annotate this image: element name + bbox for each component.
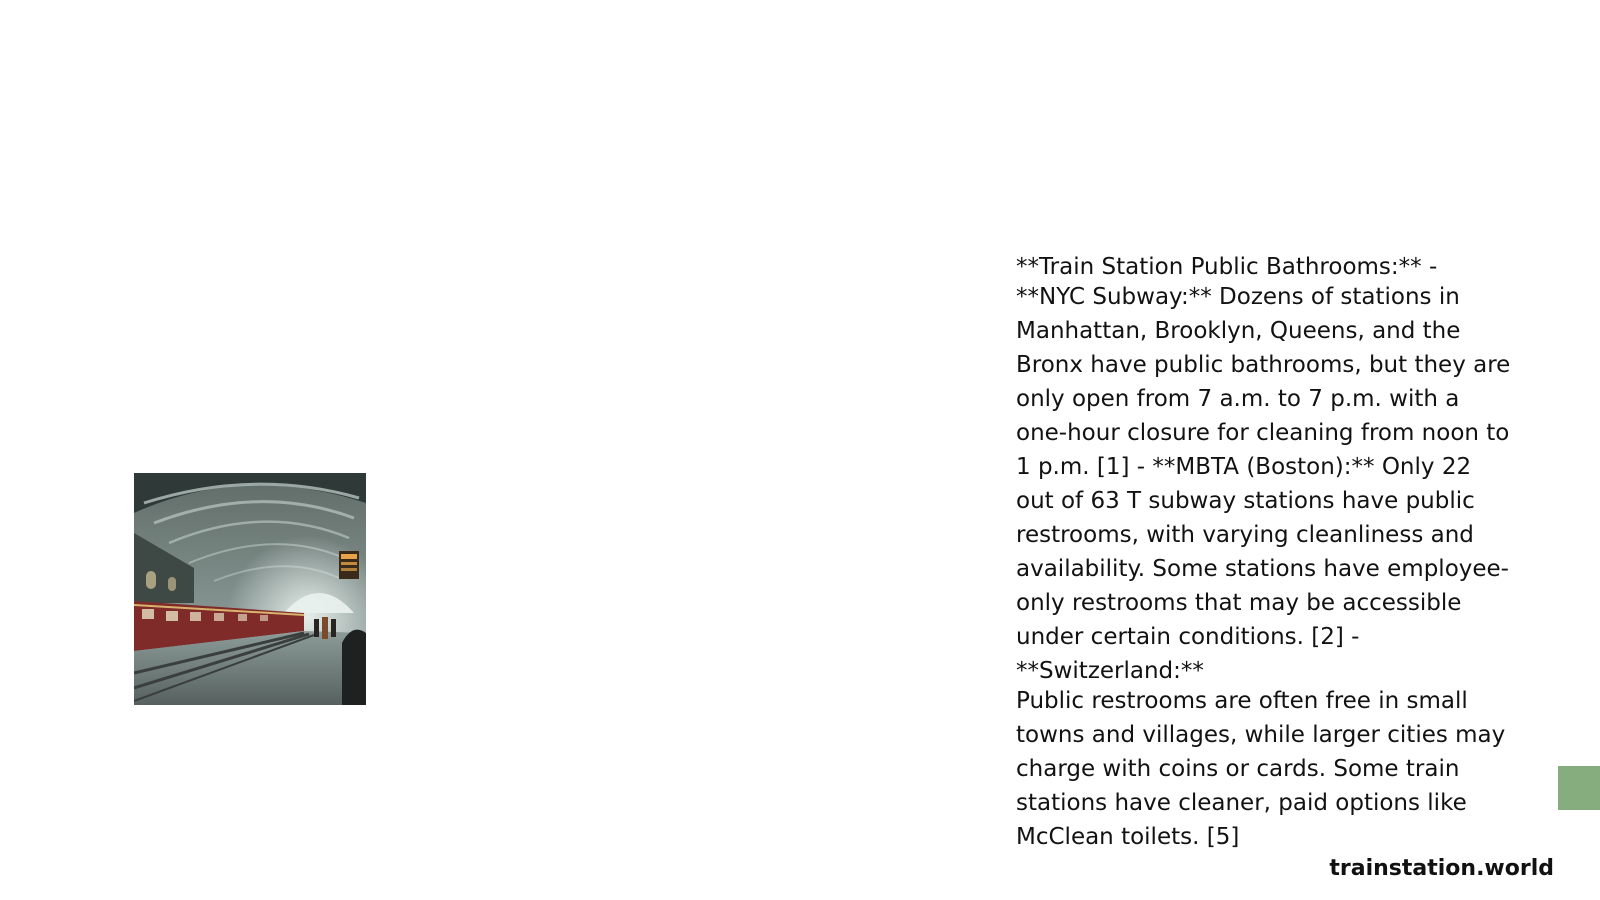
heading-paragraph: **Train Station Public Bathrooms:** - <box>1016 254 1438 280</box>
accent-square <box>1558 766 1600 810</box>
article-text <box>1016 250 1516 854</box>
body-paragraph-continued: Public restrooms are often free in small towns and villages, while larger cities may charge with coins or cards. Some train stations have cleaner, paid options like McClean toilets. [5] <box>1016 688 1506 850</box>
train-station-illustration <box>134 473 366 705</box>
site-watermark: trainstation.world <box>1329 856 1554 881</box>
train-station-photo <box>134 473 366 705</box>
body-paragraph: **NYC Subway:** Dozens of stations in Manhattan, Brooklyn, Queens, and the Bronx have public bathrooms, but they are only open from 7 a.m. to 7 p.m. with a one-hour closure for cleaning from noon to 1 p.m. [1] - **MBTA (Boston):** Only 22 out of 63 T subway stations have public restrooms, with varying cleanliness and availability. Some stations have employee-only restrooms that may be accessible under certain conditions. [2] - **Switzerland:** <box>1016 284 1511 684</box>
